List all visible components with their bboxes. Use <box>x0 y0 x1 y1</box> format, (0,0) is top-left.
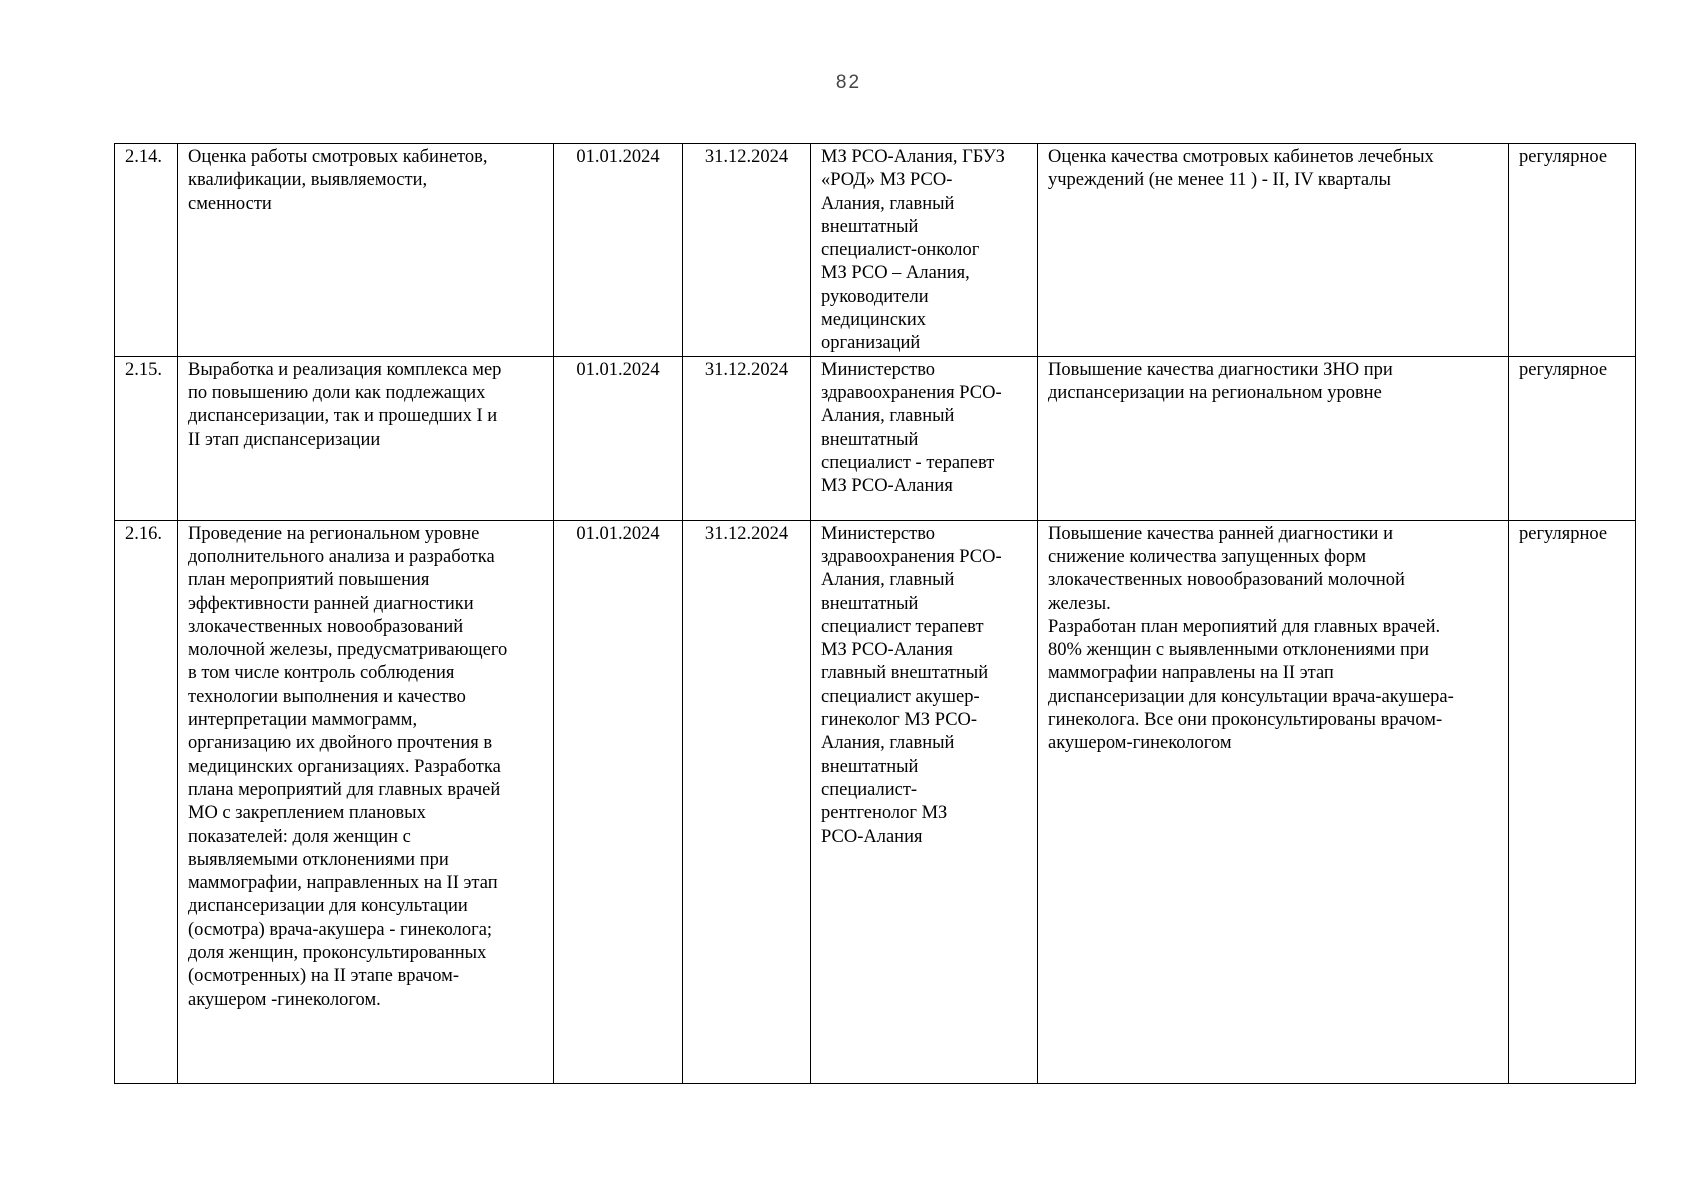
page-number: 82 <box>835 72 862 93</box>
activity-plan-table <box>114 143 1636 1084</box>
end-date: 31.12.2024 <box>683 520 811 1083</box>
expected-result: Повышение качества ранней диагностики и снижение количества запущенных форм злокачественных новообразований молочной железы. Разработан план меропиятий для главных врачей. 80% женщин с выявленными отклонениями при маммографии направлены на II этап диспансеризации для консультации врача-акушера- гинеколога. Все они проконсультированы врачом- акушером-гинекологом <box>1038 520 1509 1083</box>
row-number: 2.14. <box>115 144 178 357</box>
activity-type: регулярное <box>1509 356 1636 520</box>
activity-name: Выработка и реализация комплекса мер по повышению доли как подлежащих диспансеризации, так и прошедших I и II этап диспансеризации <box>178 356 554 520</box>
start-date: 01.01.2024 <box>554 144 683 357</box>
start-date: 01.01.2024 <box>554 520 683 1083</box>
table-row <box>115 356 1636 520</box>
end-date: 31.12.2024 <box>683 356 811 520</box>
responsible-parties: МЗ РСО-Алания, ГБУЗ «РОД» МЗ РСО- Алания, главный внештатный специалист-онколог МЗ РСО – Алания, руководители медицинских организаций <box>811 144 1038 357</box>
start-date: 01.01.2024 <box>554 356 683 520</box>
row-number: 2.16. <box>115 520 178 1083</box>
responsible-parties: Министерство здравоохранения РСО- Алания, главный внештатный специалист - терапевт МЗ РСО-Алания <box>811 356 1038 520</box>
table-row <box>115 520 1636 1083</box>
activity-name: Оценка работы смотровых кабинетов, квалификации, выявляемости, сменности <box>178 144 554 357</box>
table-row <box>115 144 1636 357</box>
activity-type: регулярное <box>1509 520 1636 1083</box>
row-number: 2.15. <box>115 356 178 520</box>
expected-result: Повышение качества диагностики ЗНО при диспансеризации на региональном уровне <box>1038 356 1509 520</box>
activity-name: Проведение на региональном уровне дополнительного анализа и разработка план мероприятий повышения эффективности ранней диагностики злокачественных новообразований молочной железы, предусматривающего в том числе контроль соблюдения технологии выполнения и качество интерпретации маммограмм, организацию их двойного прочтения в медицинских организациях. Разработка плана мероприятий для главных врачей МО с закреплением плановых показателей: доля женщин с выявляемыми отклонениями при маммографии, направленных на II этап диспансеризации для консультации (осмотра) врача-акушера - гинеколога; доля женщин, проконсультированных (осмотренных) на II этапе врачом- акушером -гинекологом. <box>178 520 554 1083</box>
responsible-parties: Министерство здравоохранения РСО- Алания, главный внештатный специалист терапевт МЗ РСО-Алания главный внештатный специалист акушер- гинеколог МЗ РСО- Алания, главный внештатный специалист- рентгенолог МЗ РСО-Алания <box>811 520 1038 1083</box>
activity-type: регулярное <box>1509 144 1636 357</box>
end-date: 31.12.2024 <box>683 144 811 357</box>
expected-result: Оценка качества смотровых кабинетов лечебных учреждений (не менее 11 ) - II, IV кварталы <box>1038 144 1509 357</box>
